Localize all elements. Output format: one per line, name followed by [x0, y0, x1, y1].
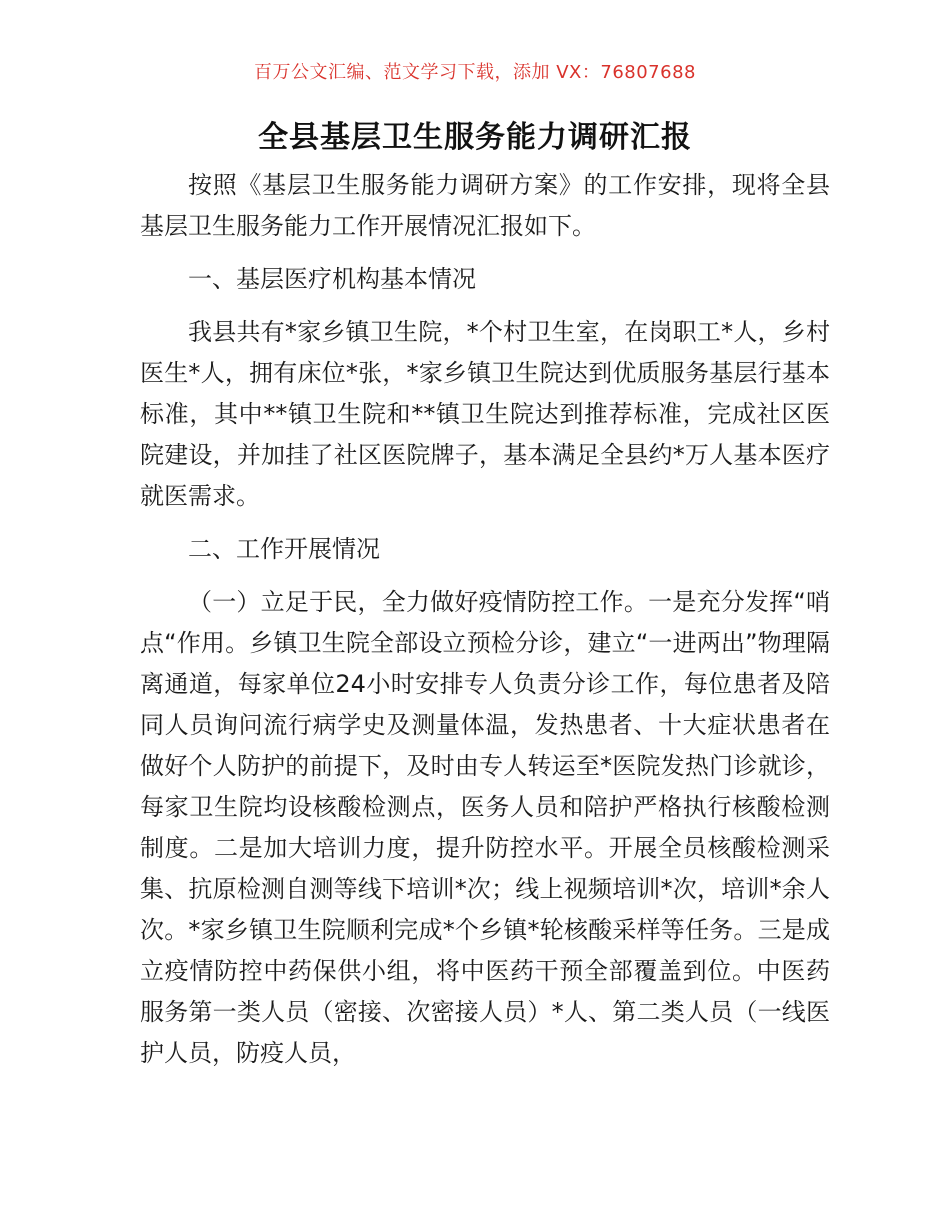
header-contact-note: 百万公文汇编、范文学习下载，添加 VX：76807688 — [254, 62, 696, 83]
section-2-paragraph: （一）立足于民，全力做好疫情防控工作。一是充分发挥“哨点“作用。乡镇卫生院全部设立预检分诊，建立“一进两出”物理隔离通道，每家单位24小时安排专人负责分诊工作，每位患者及陪同人员询问流行病学史及测量体温，发热患者、十大症状患者在做好个人防护的前提下，及时由专人转运至*医院发热门诊就诊，每家卫生院均设核酸检测点，医务人员和陪护严格执行核酸检测制度。二是加大培训力度，提升防控水平。开展全员核酸检测采集、抗原检测自测等线下培训*次；线上视频培训*次，培训*余人次。*家乡镇卫生院顺利完成*个乡镇*轮核酸采样等任务。三是成立疫情防控中药保供小组，将中医药干预全部覆盖到位。中医药服务第一类人员（密接、次密接人员）*人、第二类人员（一线医护人员，防疫人员， — [140, 588, 830, 1067]
document-title: 全县基层卫生服务能力调研汇报 — [258, 120, 692, 155]
intro-paragraph: 按照《基层卫生服务能力调研方案》的工作安排，现将全县基层卫生服务能力工作开展情况汇报如下。 — [140, 171, 830, 240]
section-1-paragraph: 我县共有*家乡镇卫生院，*个村卫生室，在岗职工*人，乡村医生*人，拥有床位*张，*家乡镇卫生院达到优质服务基层行基本标准，其中**镇卫生院和**镇卫生院达到推荐标准，完成社区医院建设，并加挂了社区医院牌子，基本满足全县约*万人基本医疗就医需求。 — [140, 318, 830, 510]
section-heading-2: 二、工作开展情况 — [188, 535, 380, 563]
document-body — [140, 165, 830, 1074]
section-heading-1: 一、基层医疗机构基本情况 — [188, 265, 476, 293]
